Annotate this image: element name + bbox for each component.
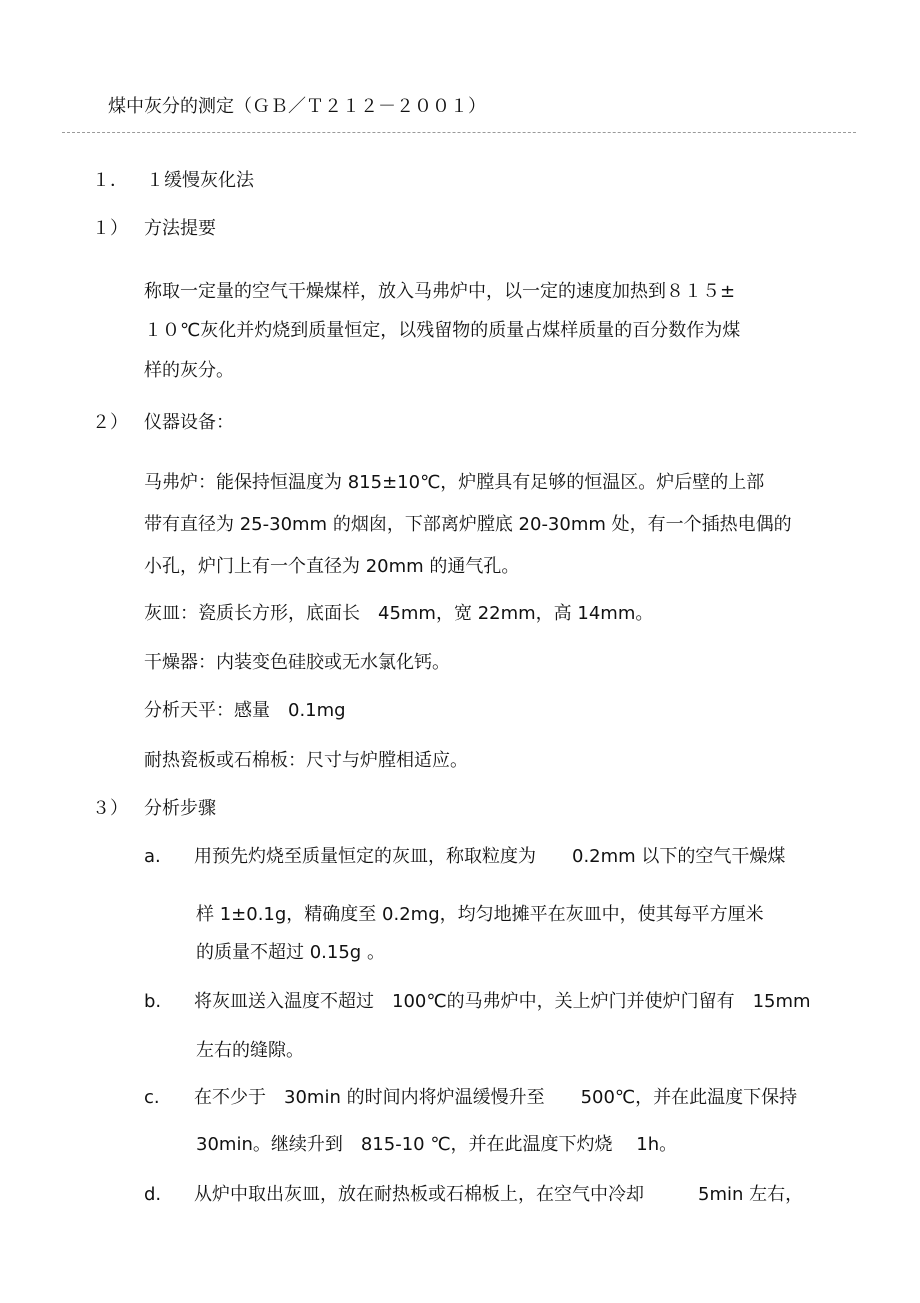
paragraph-line: 马弗炉：能保持恒温度为 815±10℃，炉膛具有足够的恒温区。炉后壁的上部 — [144, 472, 765, 493]
item-title: 分析步骤 — [144, 798, 216, 819]
step-line: 用预先灼烧至质量恒定的灰皿，称取粒度为 0.2mm 以下的空气干燥煤 — [194, 846, 786, 867]
paragraph-line: 灰皿：瓷质长方形，底面长 45mm，宽 22mm，高 14mm。 — [144, 603, 654, 624]
paragraph-line: 样的灰分。 — [144, 360, 234, 381]
step-label: c. — [144, 1087, 160, 1108]
paragraph-line: １０℃灰化并灼烧到质量恒定，以残留物的质量占煤样质量的百分数作为煤 — [144, 320, 741, 341]
paragraph-line: 干燥器：内装变色硅胶或无水氯化钙。 — [144, 652, 450, 673]
item-number: ３） — [92, 798, 128, 819]
paragraph-line: 耐热瓷板或石棉板：尺寸与炉膛相适应。 — [144, 750, 468, 771]
item-title: 仪器设备： — [144, 412, 234, 433]
step-line: 在不少于 30min 的时间内将炉温缓慢升至 500℃，并在此温度下保持 — [194, 1087, 798, 1108]
step-label: b. — [144, 991, 162, 1012]
step-line: 左右的缝隙。 — [196, 1040, 304, 1061]
section-title: １缓慢灰化法 — [146, 170, 254, 191]
section-number: １． — [92, 170, 128, 191]
page-header-title: 煤中灰分的测定（ＧＢ／Ｔ２１２－２００１） — [108, 96, 486, 117]
step-line: 从炉中取出灰皿，放在耐热板或石棉板上，在空气中冷却 5min 左右， — [194, 1184, 804, 1205]
paragraph-line: 分析天平：感量 0.1mg — [144, 700, 346, 721]
step-line: 将灰皿送入温度不超过 100℃的马弗炉中，关上炉门并使炉门留有 15mm — [194, 991, 811, 1012]
step-line: 样 1±0.1g，精确度至 0.2mg，均匀地摊平在灰皿中，使其每平方厘米 — [196, 904, 764, 925]
item-number: １） — [92, 218, 128, 239]
step-line: 的质量不超过 0.15g 。 — [196, 942, 385, 963]
item-number: ２） — [92, 412, 128, 433]
header-divider — [62, 132, 856, 133]
step-label: d. — [144, 1184, 162, 1205]
item-title: 方法提要 — [144, 218, 216, 239]
step-line: 30min。继续升到 815-10 ℃，并在此温度下灼烧 1h。 — [196, 1134, 678, 1155]
paragraph-line: 带有直径为 25-30mm 的烟囱，下部离炉膛底 20-30mm 处，有一个插热电偶的 — [144, 514, 792, 535]
step-label: a. — [144, 846, 161, 867]
paragraph-line: 小孔，炉门上有一个直径为 20mm 的通气孔。 — [144, 556, 520, 577]
paragraph-line: 称取一定量的空气干燥煤样，放入马弗炉中，以一定的速度加热到８１５± — [144, 281, 736, 302]
